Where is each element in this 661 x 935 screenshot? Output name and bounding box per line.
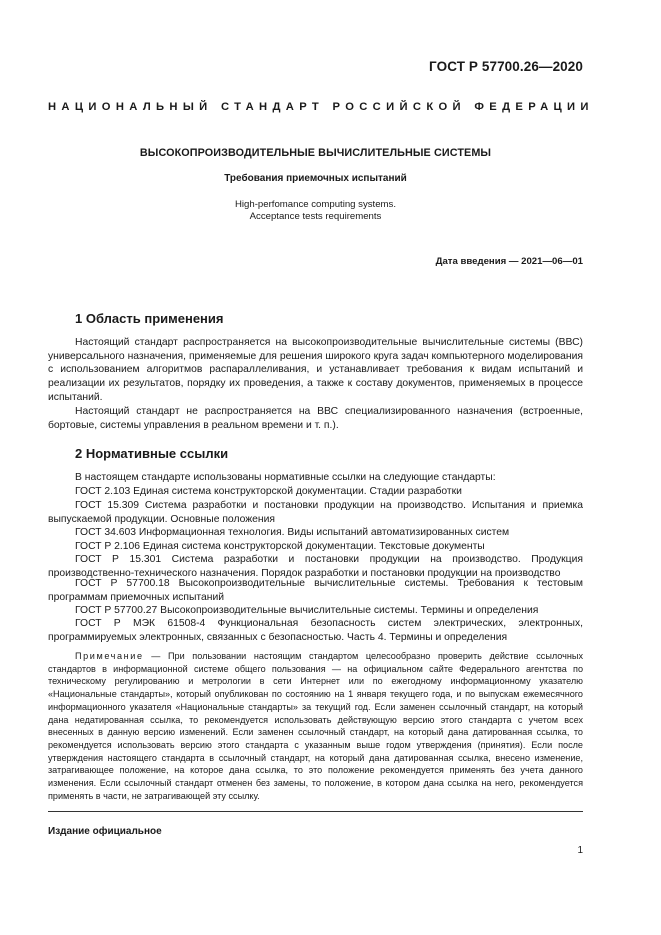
reference-item: ГОСТ Р 2.106 Единая система конструкторской документации. Текстовые документы — [75, 541, 485, 552]
document-subtitle: Требования приемочных испытаний — [224, 173, 407, 184]
section-1-paragraph-1: Настоящий стандарт распространяется на высокопроизводительные вычислительные системы (ВВС) универсального назначения, применяемые для решения широкого круга задач компьютерного моделирования с использованием алгоритмов распараллеливания, и устанавливает требования к видам испытаний и реализации их результатов, порядку их проведения, а также к составу документов, применяемых в процессе испытаний. — [48, 337, 583, 403]
reference-item: ГОСТ 15.309 Система разработки и постановки продукции на производство. Испытания и приемка выпускаемой продукции. Основные положения — [48, 500, 583, 525]
note-label: Примечание — [75, 651, 144, 661]
references-intro: В настоящем стандарте использованы нормативные ссылки на следующие стандарты: — [75, 472, 496, 483]
note-paragraph — [48, 650, 583, 802]
national-standard-heading: НАЦИОНАЛЬНЫЙ СТАНДАРТ РОССИЙСКОЙ ФЕДЕРАЦИИ — [48, 101, 594, 113]
section-1-paragraph-2: Настоящий стандарт не распространяется на ВВС специализированного назначения (встроенные, бортовые, системы управления в реальном времени и т. п.). — [48, 406, 583, 431]
footer-divider — [48, 811, 583, 812]
introduction-date: Дата введения — 2021—06—01 — [435, 256, 583, 267]
document-title: ВЫСОКОПРОИЗВОДИТЕЛЬНЫЕ ВЫЧИСЛИТЕЛЬНЫЕ СИСТЕМЫ — [139, 147, 492, 159]
reference-item: ГОСТ 34.603 Информационная технология. Виды испытаний автоматизированных систем — [75, 527, 510, 538]
section-1-heading: 1 Область применения — [75, 311, 224, 326]
reference-item: ГОСТ 2.103 Единая система конструкторской документации. Стадии разработки — [75, 486, 462, 497]
english-title-line-2: Acceptance tests requirements — [249, 211, 382, 222]
reference-item: ГОСТ Р МЭК 61508-4 Функциональная безопасность систем электрических, электронных, программируемых электронных, связанных с безопасностью. Часть 4. Термины и определения — [48, 618, 583, 643]
note-text: — При пользовании настоящим стандартом целесообразно проверить действие ссылочных стандартов в информационной системе общего пользования — на официальном сайте Федерального агентства по техническому регулированию и метрологии в сети Интернет или по ежегодному информационному указателю «Национальные стандарты», который опубликован по состоянию на 1 января текущего года, и по выпускам ежемесячного информационного указателя «Национальные стандарты» за текущий год. Если заменен ссылочный стандарт, на который дана недатированная ссылка, то рекомендуется использовать действующую версию этого стандарта с учетом всех внесенных в данную версию изменений. Если заменен ссылочный стандарт, на который дана датированная ссылка, то рекомендуется использовать версию этого стандарта с указанным выше годом утверждения (принятия). Если после утверждения настоящего стандарта в ссылочный стандарт, на который дана датированная ссылка, внесено изменение, затрагивающее положение, на которое дана ссылка, то это положение рекомендуется применять без учета данного изменения. Если ссылочный стандарт отменен без замены, то положение, в котором дана ссылка на него, рекомендуется применять в части, не затрагивающей эту ссылку. — [48, 651, 583, 801]
official-edition-label: Издание официальное — [48, 826, 162, 837]
standard-code: ГОСТ Р 57700.26—2020 — [429, 59, 583, 74]
reference-item: ГОСТ Р 57700.18 Высокопроизводительные вычислительные системы. Требования к тестовым программам приемочных испытаний — [48, 578, 583, 603]
page-number: 1 — [577, 845, 583, 856]
english-title-line-1: High-perfomance computing systems. — [234, 199, 397, 210]
section-2-heading: 2 Нормативные ссылки — [75, 446, 229, 461]
reference-item: ГОСТ Р 15.301 Система разработки и постановки продукции на производство. Продукция производственно-технического назначения. Порядок разработки и постановки продукции на производство — [48, 554, 583, 579]
reference-item: ГОСТ Р 57700.27 Высокопроизводительные вычислительные системы. Термины и определения — [75, 605, 539, 616]
